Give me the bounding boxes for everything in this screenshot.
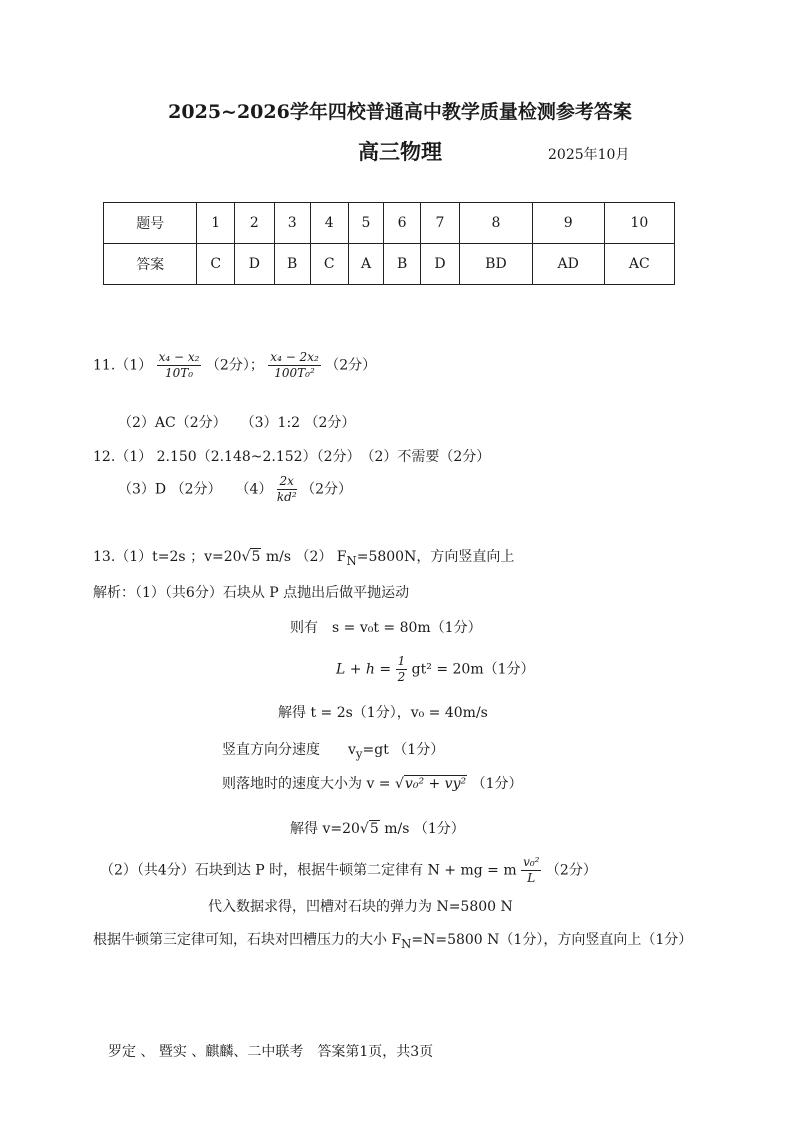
q12-line-1: 12.（1） 2.150（2.148~2.152）（2分） （2）不需要（2分） [93, 449, 491, 465]
fraction-numerator: 1 [397, 654, 406, 668]
table-cell: 8 [460, 203, 533, 244]
equation-text: 根据牛顿第三定律可知，石块对凹槽压力的大小 F [93, 932, 402, 948]
q11-score-1: （2分）； [205, 357, 264, 374]
q12-text: （3）D （2分） （4） [118, 481, 273, 498]
q13-summary: 13.（1）t=2s ；v=20√5 m/s （2） $F_N=5800N$，方向竖直向上 [93, 549, 515, 568]
q13-part2-line-1 [100, 855, 597, 886]
subject-title: 高三物理 [358, 139, 442, 164]
subscript: N [346, 553, 357, 568]
q13-equation-3: 解得 t = 2s（1分），v₀ = 40m/s [278, 705, 488, 721]
table-cell: D [235, 244, 274, 285]
table-cell: AD [532, 244, 604, 285]
table-cell: 7 [420, 203, 459, 244]
table-cell: AC [604, 244, 674, 285]
answer-table [103, 202, 675, 285]
table-cell: D [420, 244, 459, 285]
q11-part2: （2）AC（2分） （3）1:2 （2分） [118, 415, 356, 431]
table-cell: 1 [197, 203, 235, 244]
equation-text: （2）（共4分）石块到达 P 时，根据牛顿第二定律有 N + mg = m [100, 862, 517, 879]
q12-score: （2分） [301, 481, 352, 498]
q13-equation-1: 则有 s = v₀t = 80m（1分） [290, 620, 482, 636]
equation-text: 竖直方向分速度 v [222, 742, 356, 758]
q13-equation-2 [336, 654, 535, 685]
q11-fraction-2 [268, 350, 320, 381]
page-title: 2025~2026学年四校普通高中教学质量检测参考答案 [168, 101, 632, 123]
q13-summary-text: =5800N，方向竖直向上 [356, 549, 515, 565]
fraction-denominator: 10T₀ [165, 366, 194, 380]
table-cell: C [310, 244, 348, 285]
q12-line-2 [118, 474, 352, 505]
q13-summary-text: m/s （2） F [261, 549, 347, 565]
q13-part2-line-2: 代入数据求得，凹槽对石块的弹力为 N=5800 N [208, 899, 513, 915]
fraction-numerator: 2x [277, 474, 297, 490]
q11-part1 [93, 350, 376, 381]
q13-equation-6: 解得 v=20√5 m/s （1分） [290, 821, 465, 837]
equation-text: L + h = [336, 661, 392, 678]
sqrt-radicand: 5 [251, 549, 261, 565]
q13-part2-line-3 [93, 929, 692, 951]
fraction-denominator: kd² [276, 490, 297, 504]
q13-equation-4 [222, 739, 444, 761]
equation-text: 解得 v=20 [290, 821, 360, 837]
q12-fraction [277, 474, 297, 505]
table-cell: 10 [604, 203, 674, 244]
table-cell: C [197, 244, 235, 285]
equation-text: gt² = 20m（1分） [411, 661, 535, 678]
sqrt-radicand: v₀² + vy² [404, 776, 467, 792]
equation-text: =gt （1分） [362, 742, 445, 758]
equation-fraction [396, 654, 408, 685]
q11-label: 11.（1） [93, 357, 153, 374]
table-cell: B [274, 244, 310, 285]
table-cell: 5 [348, 203, 384, 244]
fraction-denominator: L [527, 871, 536, 885]
equation-fraction [521, 855, 541, 886]
equation-text: =N=5800 N（1分），方向竖直向上（1分） [411, 932, 693, 948]
answer-table-header-row [104, 203, 675, 244]
table-cell: 9 [532, 203, 604, 244]
answer-table-answer-row [104, 244, 675, 285]
table-cell: 3 [274, 203, 310, 244]
equation-text: （2分） [545, 862, 597, 879]
subscript: y [355, 746, 363, 761]
equation-text: 则落地时的速度大小为 v = [222, 776, 391, 792]
table-cell: 题号 [104, 203, 197, 244]
exam-date: 2025年10月 [548, 147, 630, 163]
table-cell: 2 [235, 203, 274, 244]
subscript: N [401, 936, 412, 951]
fraction-denominator: 2 [397, 670, 406, 684]
q13-equation-5: 则落地时的速度大小为 v = √v₀² + vy² （1分） [222, 776, 523, 792]
table-cell: 6 [384, 203, 420, 244]
fraction-numerator: v₀² [523, 855, 540, 869]
q13-analysis-intro: 解析：（1）（共6分）石块从 P 点抛出后做平抛运动 [93, 585, 410, 601]
q11-score-2: （2分） [325, 357, 377, 374]
equation-text: m/s （1分） [379, 821, 465, 837]
q11-fraction-1 [157, 350, 202, 381]
table-cell: BD [460, 244, 533, 285]
fraction-denominator: 100T₀² [274, 366, 315, 380]
table-cell: 答案 [104, 244, 197, 285]
table-cell: 4 [310, 203, 348, 244]
table-cell: B [384, 244, 420, 285]
page-footer: 罗定 、 暨实 、麒麟、二中联考 答案第1页，共3页 [108, 1044, 434, 1060]
q13-summary-text: 13.（1）t=2s ；v=20 [93, 549, 242, 565]
fraction-numerator: x₄ − x₂ [158, 350, 200, 364]
fraction-numerator: x₄ − 2x₂ [270, 350, 319, 364]
sqrt-radicand: 5 [369, 821, 379, 837]
table-cell: A [348, 244, 384, 285]
equation-text: （1分） [471, 776, 523, 792]
